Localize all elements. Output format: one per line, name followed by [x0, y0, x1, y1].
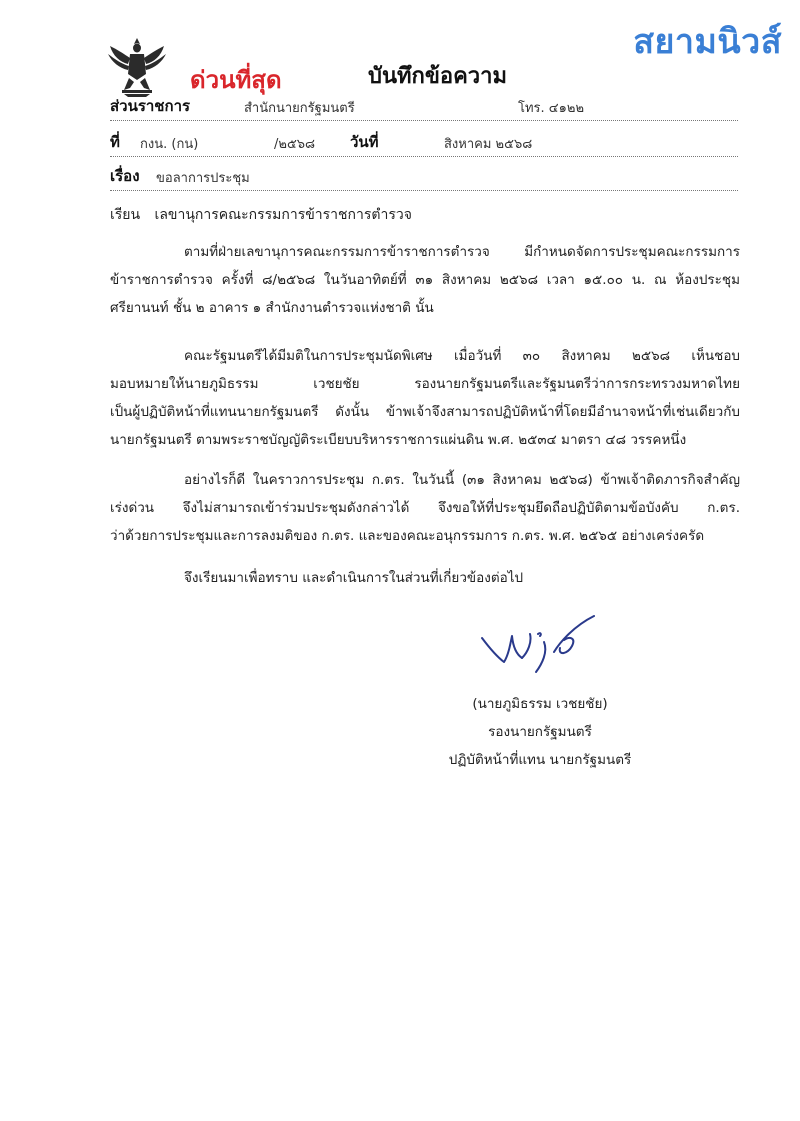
paragraph-line: ข้าราชการตำรวจ ครั้งที่ ๘/๒๕๖๘ ในวันอาทิตย์ที่ ๓๑ สิงหาคม ๒๕๖๘ เวลา ๑๕.๐๐ น. ณ ห้องประชุม [110, 272, 740, 288]
agency-value: สำนักนายกรัฐมนตรี [244, 101, 355, 116]
paragraph-line: เป็นผู้ปฏิบัติหน้าที่แทนนายกรัฐมนตรี ดังนั้น ข้าพเจ้าจึงสามารถปฏิบัติหน้าที่โดยมีอำนาจหน้าที่เช่นเดียวกับ [110, 404, 740, 420]
subject-label: เรื่อง [110, 167, 140, 185]
paragraph-line: เร่งด่วน จึงไม่สามารถเข้าร่วมประชุมดังกล่าวได้ จึงขอให้ที่ประชุมยึดถือปฏิบัติตามข้อบังคับ ก.ตร. [110, 500, 740, 516]
reference-value: กงน. (กน) [140, 137, 199, 152]
signatory-block [410, 690, 670, 774]
subject-value: ขอลาการประชุม [156, 171, 250, 186]
signatory-acting-role: ปฏิบัติหน้าที่แทน นายกรัฐมนตรี [448, 752, 632, 768]
watermark: สยามนิวส์ [633, 22, 782, 62]
paragraph-line: ศรียานนท์ ชั้น ๒ อาคาร ๑ สำนักงานตำรวจแห่งชาติ นั้น [110, 300, 434, 316]
paragraph-line: นายกรัฐมนตรี ตามพระราชบัญญัติระเบียบบริหารราชการแผ่นดิน พ.ศ. ๒๕๓๔ มาตรา ๔๘ วรรคหนึ่ง [110, 432, 687, 448]
handwritten-signature [476, 612, 606, 676]
closing-statement: จึงเรียนมาเพื่อทราบ และดำเนินการในส่วนที่เกี่ยวข้องต่อไป [184, 570, 524, 586]
salutation-recipient: เลขานุการคณะกรรมการข้าราชการตำรวจ [154, 207, 412, 223]
salutation-prefix: เรียน [110, 207, 141, 223]
agency-row [110, 98, 738, 121]
garuda-emblem-icon [104, 34, 170, 98]
phone-value: โทร. ๔๑๒๒ [518, 101, 585, 116]
subject-row [110, 168, 738, 191]
paragraph-meeting-notice [110, 238, 740, 322]
paragraph-line: อย่างไรก็ดี ในคราวการประชุม ก.ตร. ในวันนี้ (๓๑ สิงหาคม ๒๕๖๘) ข้าพเจ้าติดภารกิจสำคัญ [184, 472, 740, 488]
salutation [110, 204, 422, 226]
signatory-position: รองนายกรัฐมนตรี [488, 724, 592, 740]
paragraph-line: ตามที่ฝ่ายเลขานุการคณะกรรมการข้าราชการตำรวจ มีกำหนดจัดการประชุมคณะกรรมการ [184, 244, 740, 260]
date-label: วันที่ [350, 133, 379, 151]
agency-label: ส่วนราชการ [110, 97, 191, 115]
paragraph-cabinet-resolution [110, 342, 740, 454]
reference-number: /๒๕๖๘ [274, 137, 316, 152]
paragraph-line: คณะรัฐมนตรีได้มีมติในการประชุมนัดพิเศษ เมื่อวันที่ ๓๐ สิงหาคม ๒๕๖๘ เห็นชอบ [184, 348, 740, 364]
memo-title: บันทึกข้อความ [368, 64, 508, 89]
urgency-label: ด่วนที่สุด [190, 66, 282, 94]
paragraph-absence-reason [110, 466, 740, 550]
signatory-name: (นายภูมิธรรม เวชยชัย) [472, 696, 608, 712]
paragraph-line: มอบหมายให้นายภูมิธรรม เวชยชัย รองนายกรัฐมนตรีและรัฐมนตรีว่าการกระทรวงมหาดไทย [110, 376, 740, 392]
reference-label: ที่ [110, 133, 120, 151]
reference-row [110, 134, 738, 157]
paragraph-line: ว่าด้วยการประชุมและการลงมติของ ก.ตร. และของคณะอนุกรรมการ ก.ตร. พ.ศ. ๒๕๖๕ อย่างเคร่งครัด [110, 528, 705, 544]
date-value: สิงหาคม ๒๕๖๘ [444, 137, 533, 152]
